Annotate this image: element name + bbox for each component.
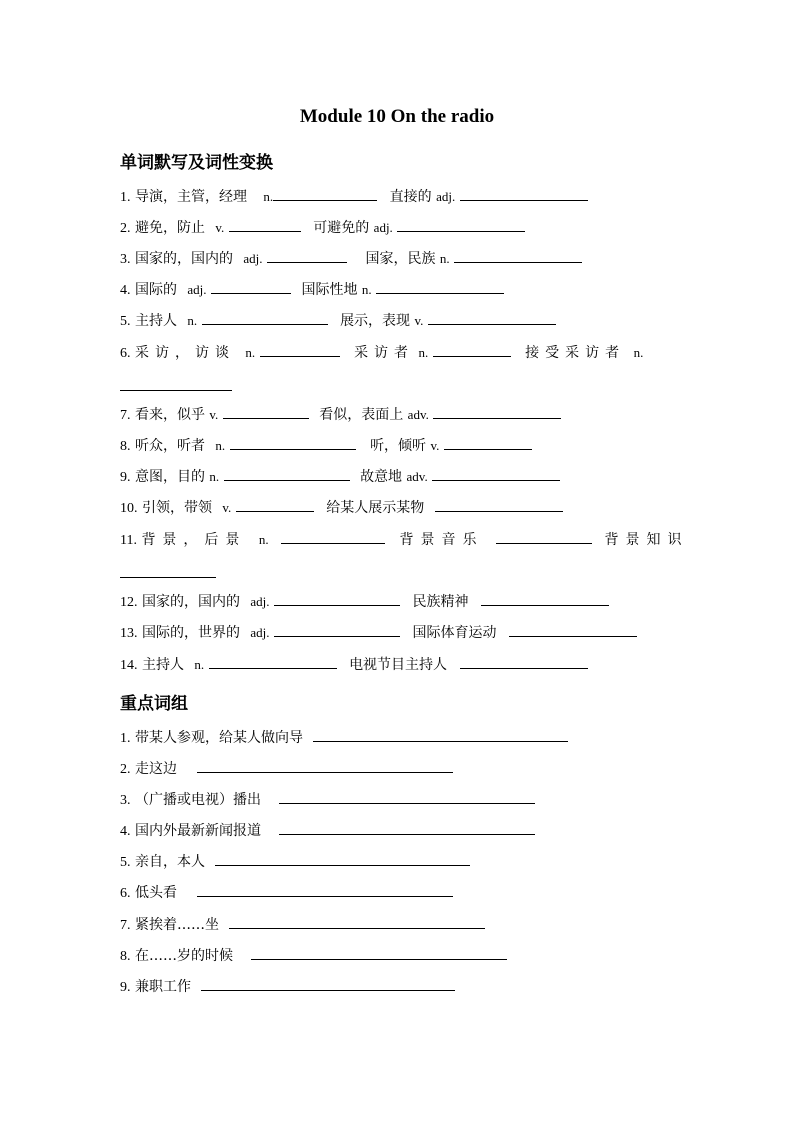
answer-blank[interactable] <box>197 758 453 773</box>
page-title: Module 10 On the radio <box>299 106 495 127</box>
item-prompt-2: 国际性地 <box>301 282 358 298</box>
item-prompt: 国内外最新新闻报道 <box>134 823 261 839</box>
answer-blank[interactable] <box>279 789 535 804</box>
item-prompt-2: 直接的 <box>389 189 432 205</box>
pos-label-2: n. <box>439 251 450 266</box>
phrase-item <box>120 727 568 749</box>
item-prompt-2: 看似，表面上 <box>319 407 404 423</box>
item-number: 3. <box>120 793 131 808</box>
phrase-item <box>120 882 453 904</box>
item-prompt: 引领，带领 <box>141 500 212 516</box>
item-number: 9. <box>120 980 131 995</box>
pos-label: adj. <box>250 625 270 640</box>
answer-blank[interactable] <box>211 279 291 294</box>
answer-blank-3[interactable] <box>120 376 232 391</box>
pos-label-2: n. <box>361 282 372 297</box>
pos-label: n. <box>263 189 274 204</box>
phrase-item <box>120 914 485 936</box>
item-number: 4. <box>120 824 131 839</box>
item-number: 5. <box>120 855 131 870</box>
vocab-item <box>120 466 560 488</box>
pos-label: v. <box>209 407 219 422</box>
pos-label: adj. <box>243 251 263 266</box>
answer-blank[interactable] <box>260 342 340 357</box>
answer-blank[interactable] <box>229 217 301 232</box>
pos-label-2: adj. <box>436 189 456 204</box>
item-prompt-2: 电视节目主持人 <box>349 657 448 673</box>
item-number: 6. <box>120 886 131 901</box>
vocab-item <box>120 342 643 364</box>
answer-blank[interactable] <box>274 591 400 606</box>
item-prompt: 国际的 <box>134 282 177 298</box>
pos-label: v. <box>215 220 225 235</box>
item-number: 4. <box>120 283 131 298</box>
item-prompt-2: 采访者 <box>354 345 415 361</box>
pos-label: adj. <box>250 594 270 609</box>
answer-blank-2[interactable] <box>481 591 609 606</box>
answer-blank-2[interactable] <box>496 529 592 544</box>
answer-blank-2[interactable] <box>397 217 525 232</box>
item-number: 11. <box>120 533 137 548</box>
item-prompt: 听众，听者 <box>134 438 205 454</box>
answer-blank-2[interactable] <box>428 310 556 325</box>
item-prompt: 看来，似乎 <box>134 407 205 423</box>
pos-label: adj. <box>187 282 207 297</box>
pos-label: n. <box>258 532 269 547</box>
item-number: 10. <box>120 501 138 516</box>
answer-blank[interactable] <box>229 914 485 929</box>
answer-blank[interactable] <box>209 654 337 669</box>
answer-blank[interactable] <box>197 882 453 897</box>
item-prompt: 国家的，国内的 <box>141 594 240 610</box>
item-number: 7. <box>120 408 131 423</box>
vocab-item <box>120 186 588 208</box>
item-prompt: 兼职工作 <box>134 979 191 995</box>
item-prompt: 在……岁的时候 <box>134 948 233 964</box>
item-prompt-3: 接受采访者 <box>525 345 626 361</box>
answer-blank-2[interactable] <box>433 404 561 419</box>
item-number: 14. <box>120 658 138 673</box>
pos-label-2: adv. <box>406 469 428 484</box>
answer-blank[interactable] <box>251 945 507 960</box>
item-prompt-2: 听，倾听 <box>370 438 427 454</box>
pos-label: n. <box>187 313 198 328</box>
answer-blank[interactable] <box>224 466 350 481</box>
item-number: 2. <box>120 221 131 236</box>
item-prompt: 走这边 <box>134 761 177 777</box>
item-number: 13. <box>120 626 138 641</box>
answer-blank[interactable] <box>279 820 535 835</box>
item-prompt: 避免，防止 <box>134 220 205 236</box>
item-number: 8. <box>120 949 131 964</box>
answer-blank-2[interactable] <box>460 654 588 669</box>
answer-blank[interactable] <box>202 310 328 325</box>
item-prompt-2: 国际体育运动 <box>412 625 497 641</box>
answer-blank-2[interactable] <box>509 622 637 637</box>
pos-label-2: adv. <box>407 407 429 422</box>
vocab-item <box>120 529 688 551</box>
item-prompt: 亲自，本人 <box>134 854 205 870</box>
vocab-item <box>120 248 582 270</box>
pos-label-2: v. <box>414 313 424 328</box>
item-prompt-2: 国家，民族 <box>365 251 436 267</box>
answer-blank-2[interactable] <box>444 435 532 450</box>
answer-blank[interactable] <box>223 404 309 419</box>
item-prompt: 主持人 <box>134 313 177 329</box>
item-prompt: 主持人 <box>141 657 184 673</box>
section-heading-vocab: 单词默写及词性变换 <box>120 153 273 173</box>
answer-blank-2[interactable] <box>376 279 504 294</box>
pos-label-2: n. <box>418 345 429 360</box>
item-prompt: 导演，主管，经理 <box>134 189 247 205</box>
phrase-item <box>120 976 455 998</box>
answer-blank-2[interactable] <box>432 466 560 481</box>
item-prompt: （广播或电视）播出 <box>134 792 261 808</box>
answer-blank[interactable] <box>313 727 568 742</box>
item-number: 7. <box>120 918 131 933</box>
item-prompt-2: 给某人展示某物 <box>326 500 425 516</box>
pos-label-3: n. <box>633 345 644 360</box>
item-number: 5. <box>120 314 131 329</box>
item-prompt: 带某人参观，给某人做向导 <box>134 730 303 746</box>
answer-blank[interactable] <box>201 976 455 991</box>
item-prompt: 国家的，国内的 <box>134 251 233 267</box>
item-prompt-2: 民族精神 <box>412 594 469 610</box>
section-heading-phrases: 重点词组 <box>120 694 188 714</box>
item-prompt-2: 可避免的 <box>313 220 370 236</box>
vocab-item <box>120 310 556 332</box>
phrase-item <box>120 758 453 780</box>
answer-blank[interactable] <box>236 497 314 512</box>
answer-blank-3[interactable] <box>120 563 216 578</box>
item-prompt-2: 故意地 <box>360 469 403 485</box>
item-number: 6. <box>120 346 131 361</box>
item-number: 9. <box>120 470 131 485</box>
item-prompt: 背景，后景 <box>141 532 247 548</box>
vocab-item <box>120 622 637 644</box>
item-number: 8. <box>120 439 131 454</box>
answer-blank-2[interactable] <box>435 497 563 512</box>
item-prompt: 国际的，世界的 <box>141 625 240 641</box>
vocab-item <box>120 404 561 426</box>
pos-label: n. <box>209 469 220 484</box>
item-prompt-2: 背景音乐 <box>399 532 484 548</box>
answer-blank-2[interactable] <box>433 342 511 357</box>
phrase-item <box>120 945 507 967</box>
item-prompt: 低头看 <box>134 885 177 901</box>
answer-blank[interactable] <box>215 851 470 866</box>
phrase-item <box>120 789 535 811</box>
vocab-item <box>120 654 588 676</box>
item-prompt-3: 背景知识 <box>604 532 689 548</box>
vocab-item <box>120 217 525 239</box>
pos-label: v. <box>222 500 232 515</box>
answer-blank[interactable] <box>230 435 356 450</box>
vocab-item <box>120 591 609 613</box>
pos-label: n. <box>215 438 226 453</box>
item-prompt: 意图，目的 <box>134 469 205 485</box>
item-number: 2. <box>120 762 131 777</box>
phrase-item <box>120 851 470 873</box>
answer-blank[interactable] <box>274 622 400 637</box>
item-prompt-2: 展示，表现 <box>340 313 411 329</box>
pos-label-2: v. <box>430 438 440 453</box>
vocab-item <box>120 279 504 301</box>
item-prompt: 采访，访谈 <box>134 345 235 361</box>
item-number: 1. <box>120 190 131 205</box>
phrase-item <box>120 820 535 842</box>
pos-label-2: adj. <box>373 220 393 235</box>
vocab-item <box>120 435 532 457</box>
item-prompt: 紧挨着……坐 <box>134 917 219 933</box>
answer-blank[interactable] <box>267 248 347 263</box>
item-number: 12. <box>120 595 138 610</box>
answer-blank[interactable] <box>273 186 377 201</box>
answer-blank[interactable] <box>281 529 385 544</box>
item-number: 3. <box>120 252 131 267</box>
pos-label: n. <box>245 345 256 360</box>
vocab-item <box>120 497 563 519</box>
pos-label: n. <box>194 657 205 672</box>
answer-blank-2[interactable] <box>460 186 588 201</box>
answer-blank-2[interactable] <box>454 248 582 263</box>
item-number: 1. <box>120 731 131 746</box>
